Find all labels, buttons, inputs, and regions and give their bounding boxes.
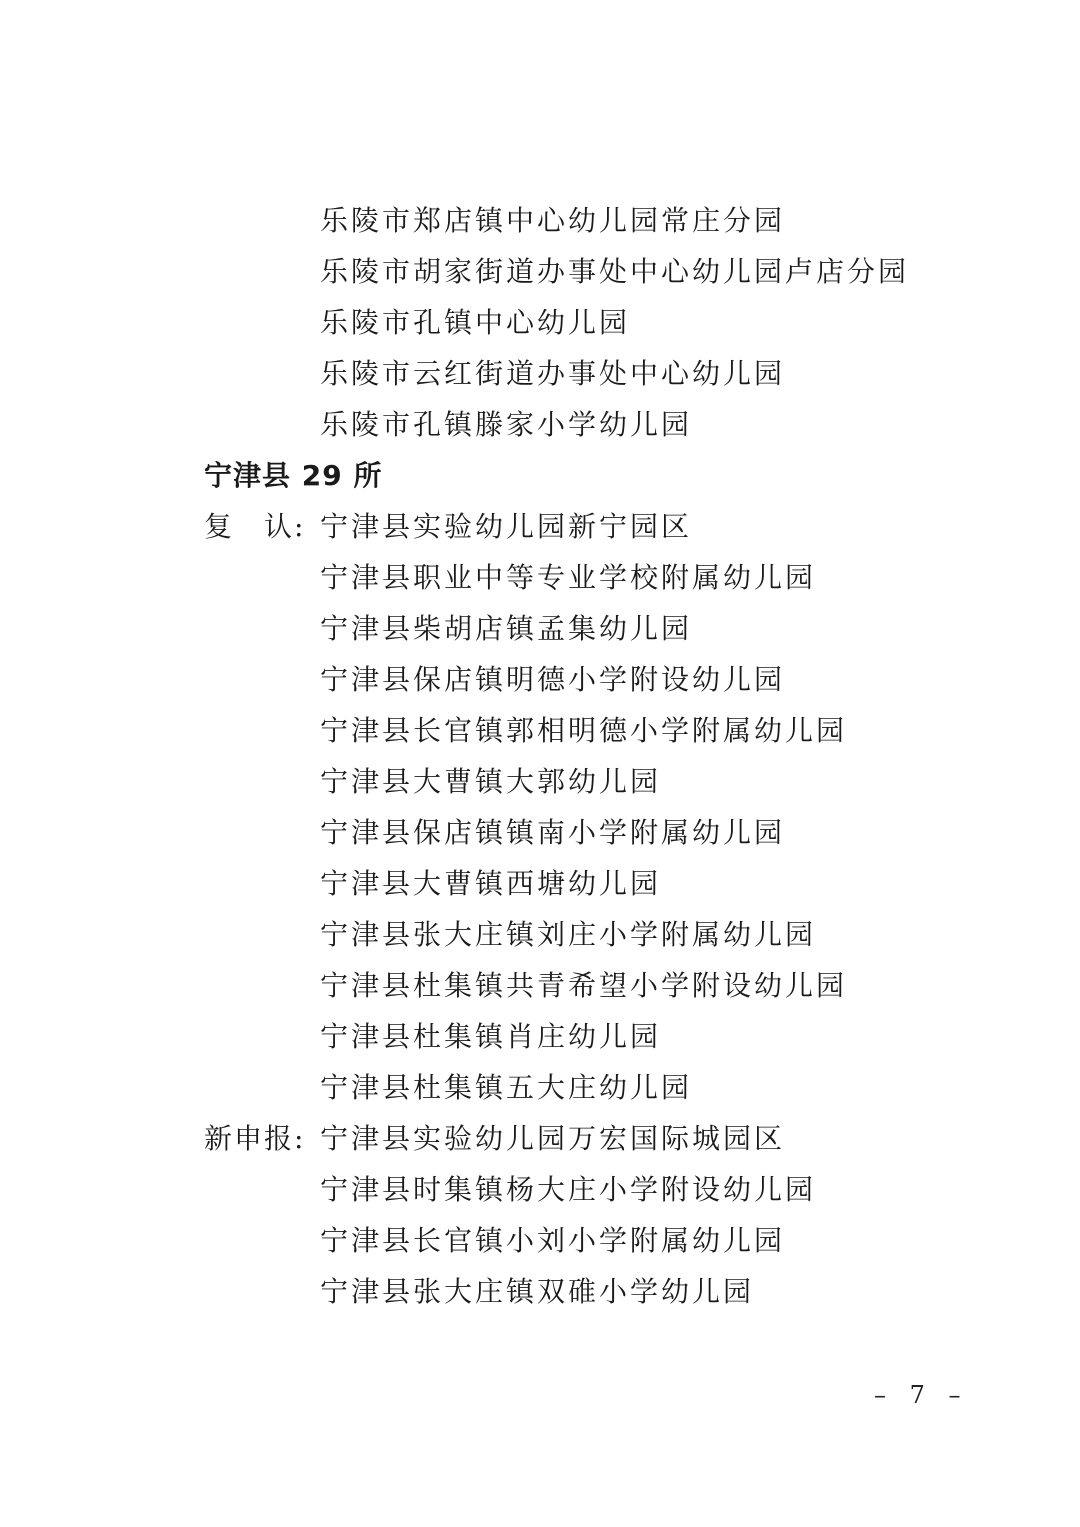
- new-application-label: 新申报:: [204, 1122, 306, 1155]
- school-name: 宁津县杜集镇肖庄幼儿园: [320, 1020, 662, 1053]
- school-name: 宁津县柴胡店镇孟集幼儿园: [320, 612, 693, 645]
- school-name: 乐陵市郑店镇中心幼儿园常庄分园: [320, 204, 786, 237]
- school-name: 乐陵市云红街道办事处中心幼儿园: [320, 357, 786, 390]
- school-name: 宁津县杜集镇共青希望小学附设幼儿园: [320, 969, 848, 1002]
- school-name: 宁津县张大庄镇刘庄小学附属幼儿园: [320, 918, 817, 951]
- school-name: 宁津县职业中等专业学校附属幼儿园: [320, 561, 817, 594]
- school-name: 宁津县长官镇郭相明德小学附属幼儿园: [320, 714, 848, 747]
- section-heading: 宁津县 29 所: [204, 459, 383, 492]
- school-name: 宁津县大曹镇大郭幼儿园: [320, 765, 662, 798]
- school-name: 宁津县时集镇杨大庄小学附设幼儿园: [320, 1173, 817, 1206]
- page-number: – 7 –: [874, 1381, 969, 1409]
- school-name: 乐陵市孔镇滕家小学幼儿园: [320, 408, 693, 441]
- school-name: 宁津县实验幼儿园万宏国际城园区: [320, 1122, 786, 1155]
- school-name: 宁津县张大庄镇双碓小学幼儿园: [320, 1275, 755, 1308]
- review-label: 复 认:: [204, 510, 306, 543]
- school-name: 宁津县大曹镇西塘幼儿园: [320, 867, 662, 900]
- school-name: 宁津县长官镇小刘小学附属幼儿园: [320, 1224, 786, 1257]
- school-name: 乐陵市胡家街道办事处中心幼儿园卢店分园: [320, 255, 910, 288]
- school-name: 宁津县杜集镇五大庄幼儿园: [320, 1071, 693, 1104]
- school-name: 宁津县保店镇明德小学附设幼儿园: [320, 663, 786, 696]
- school-name: 乐陵市孔镇中心幼儿园: [320, 306, 631, 339]
- school-name: 宁津县保店镇镇南小学附属幼儿园: [320, 816, 786, 849]
- school-name: 宁津县实验幼儿园新宁园区: [320, 510, 693, 543]
